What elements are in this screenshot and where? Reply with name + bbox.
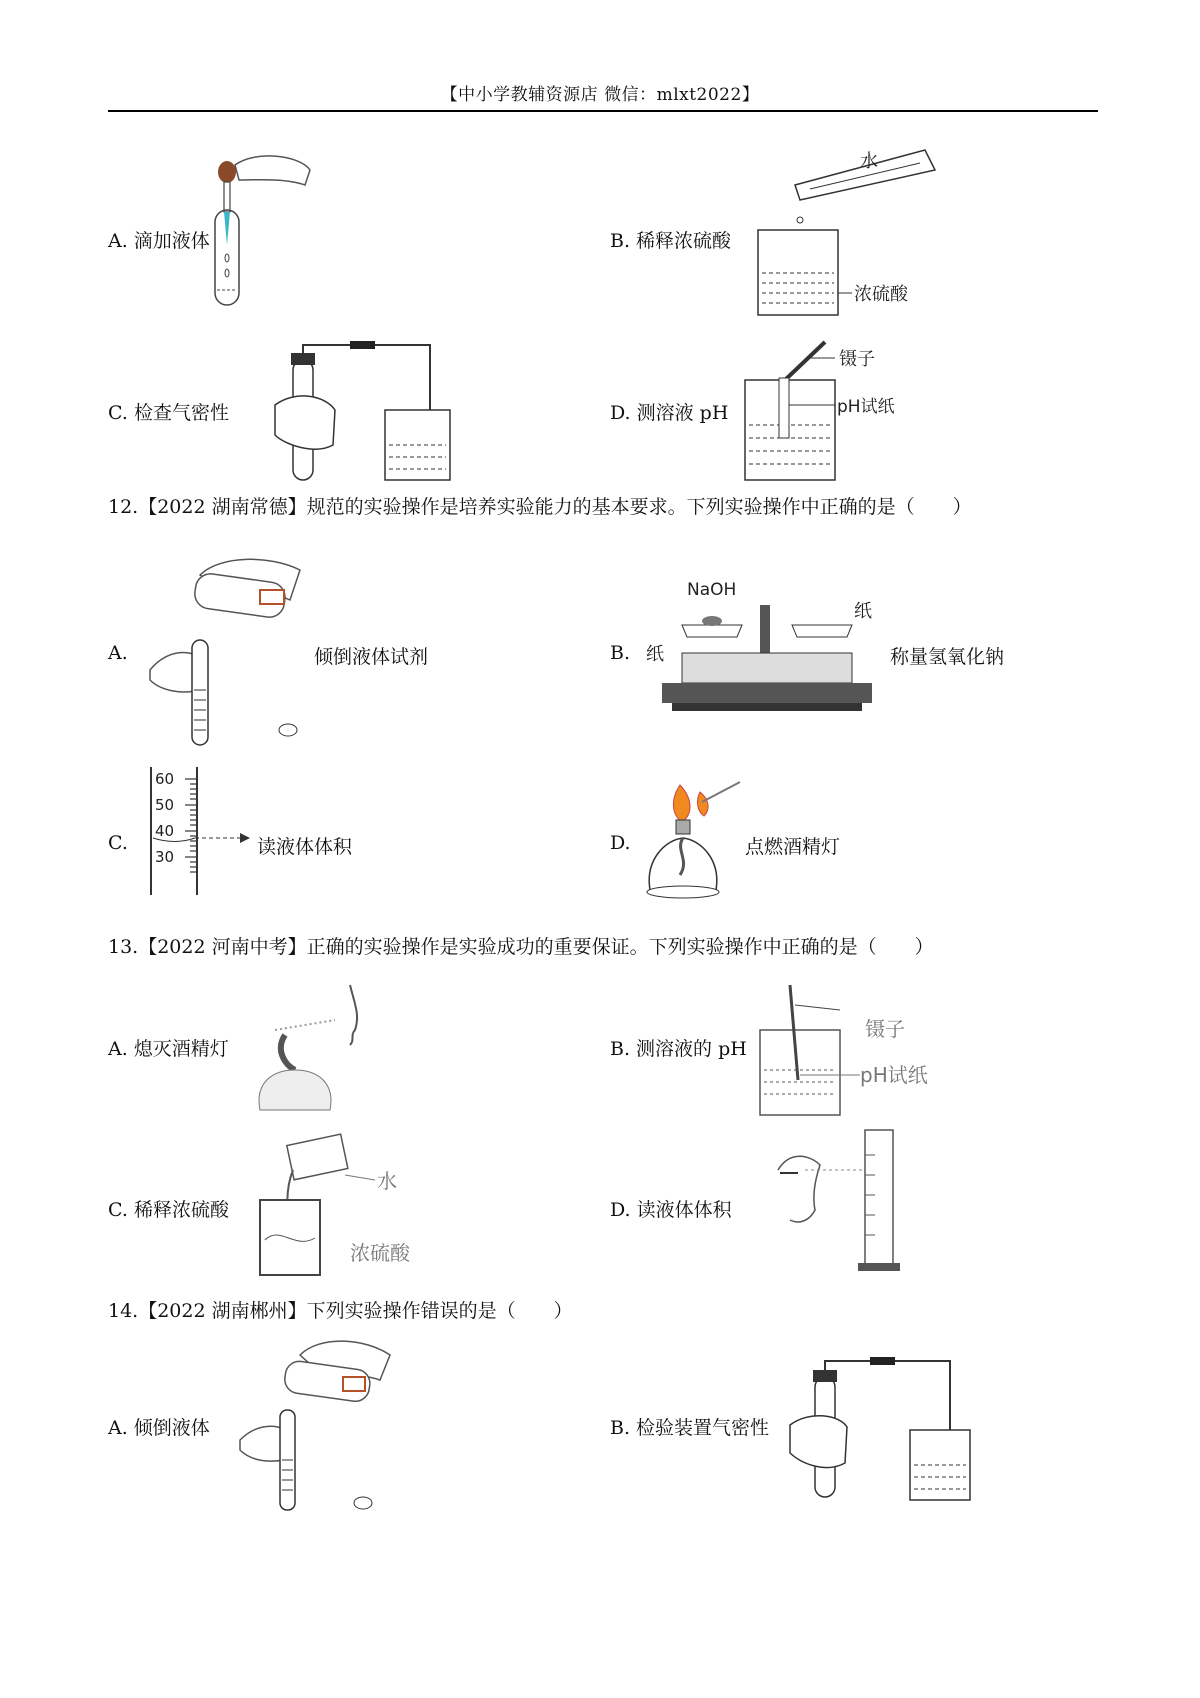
fig-pouring-liquid-14 xyxy=(225,1335,395,1515)
header-rule xyxy=(108,110,1098,112)
fig-dropper-test-tube xyxy=(205,150,315,320)
fig-label-ph-paper: pH试纸 xyxy=(837,397,895,417)
q14-option-a: A. 倾倒液体 xyxy=(108,1417,210,1439)
q13-option-a: A. 熄灭酒精灯 xyxy=(108,1038,229,1060)
q13-stem: 13.【2022 河南中考】正确的实验操作是实验成功的重要保证。下列实验操作中正确的是（ ） xyxy=(108,936,934,958)
fig-label-tweezers: 镊子 xyxy=(839,349,875,370)
q14-stem: 14.【2022 湖南郴州】下列实验操作错误的是（ ） xyxy=(108,1300,573,1322)
fig-airtightness-check xyxy=(255,335,465,485)
option-b-dilute-acid: B. 稀释浓硫酸 xyxy=(610,230,732,252)
fig-read-volume-13 xyxy=(770,1125,930,1275)
fig-label-conc-acid: 浓硫酸 xyxy=(854,284,908,305)
q14-option-b: B. 检验装置气密性 xyxy=(610,1417,770,1439)
fig-alcohol-lamp-light xyxy=(640,780,750,905)
option-a-dropper: A. 滴加液体 xyxy=(108,230,210,252)
fig-dilute-sulfuric-acid xyxy=(740,145,940,325)
fig-label-water-13: 水 xyxy=(377,1169,397,1193)
q12-stem: 12.【2022 湖南常德】规范的实验操作是培养实验能力的基本要求。下列实验操作中正确的是（ ） xyxy=(108,496,972,518)
fig-label-paper-left: 纸 xyxy=(646,644,664,665)
fig-dilute-acid-13 xyxy=(255,1130,465,1280)
fig-pouring-liquid xyxy=(140,550,310,750)
fig-blow-out-lamp xyxy=(255,975,385,1115)
fig-weigh-naoh xyxy=(642,575,882,725)
fig-label-paper-right: 纸 xyxy=(854,601,872,622)
fig-label-tweezers-13: 镊子 xyxy=(865,1017,905,1041)
fig-label-conc-acid-13: 浓硫酸 xyxy=(350,1241,410,1265)
q12-c-letter: C. xyxy=(108,832,128,854)
fig-label-ph-paper-13: pH试纸 xyxy=(860,1063,928,1087)
tick-30: 30 xyxy=(155,848,175,866)
q12-d-text: 点燃酒精灯 xyxy=(745,836,841,858)
option-c-airtightness: C. 检查气密性 xyxy=(108,402,229,424)
option-d-ph: D. 测溶液 pH xyxy=(610,402,729,424)
fig-ph-test xyxy=(735,340,935,490)
q12-b-text: 称量氢氧化钠 xyxy=(890,646,1005,668)
q12-d-letter: D. xyxy=(610,832,631,854)
fig-ph-measure-13 xyxy=(750,980,950,1120)
q12-a-text: 倾倒液体试剂 xyxy=(314,646,429,668)
fig-label-water: 水 xyxy=(860,151,878,172)
q13-option-c: C. 稀释浓硫酸 xyxy=(108,1199,229,1221)
fig-cylinder-read xyxy=(145,765,255,900)
page-header: 【中小学教辅资源店 微信：mlxt2022】 xyxy=(440,85,760,105)
q12-b-letter: B. xyxy=(610,642,631,664)
fig-label-naoh: NaOH xyxy=(687,580,737,600)
tick-60: 60 xyxy=(155,770,175,788)
q12-a-letter: A. xyxy=(108,642,128,664)
tick-40: 40 xyxy=(155,822,175,840)
q13-option-d: D. 读液体体积 xyxy=(610,1199,732,1221)
tick-50: 50 xyxy=(155,796,175,814)
q12-c-text: 读液体体积 xyxy=(257,836,353,858)
fig-airtightness-14 xyxy=(785,1355,980,1505)
q13-option-b: B. 测溶液的 pH xyxy=(610,1038,747,1060)
